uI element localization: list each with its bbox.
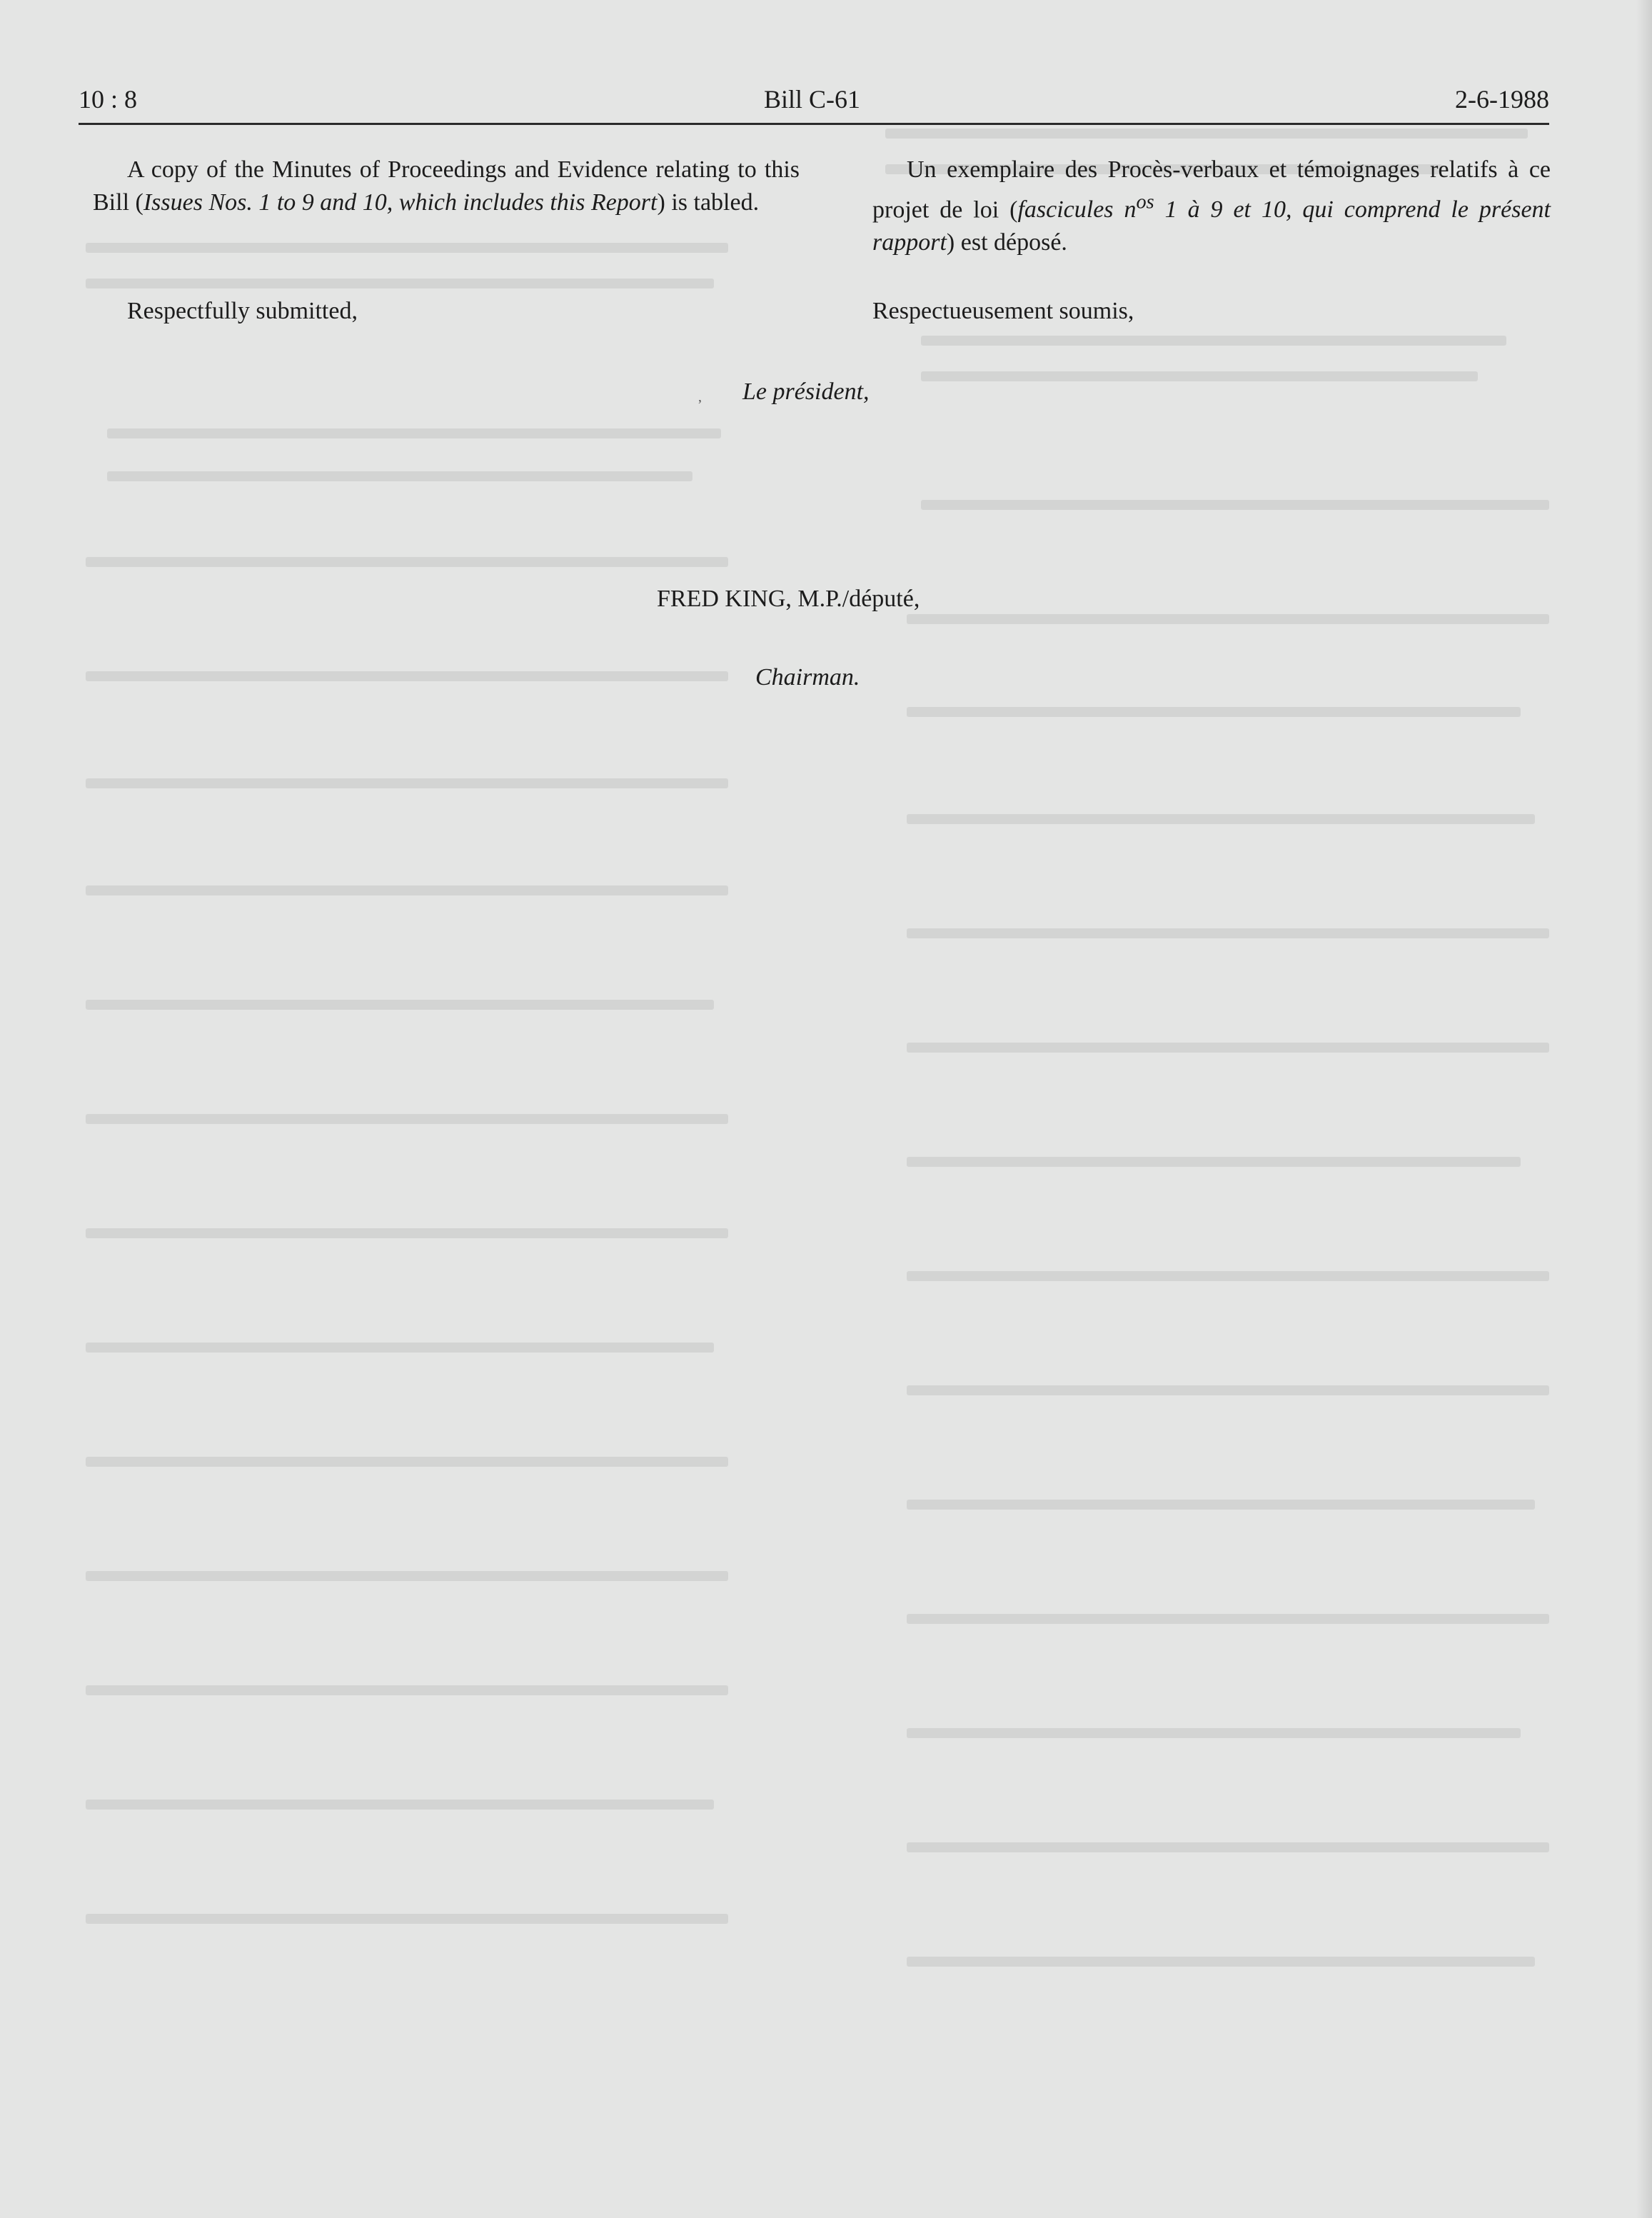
french-respectueusement-soumis: Respectueusement soumis, [872,298,1134,324]
header-date: 2-6-1988 [1455,85,1549,114]
signature-chairman-title: Chairman. [755,664,860,691]
french-issues-reference: fascicules $n^{os}$ 1 à 9 et 10, qui comprend le présent rapport [872,191,1551,256]
english-tabled-paragraph: A copy of the Minutes of Proceedings and Evidence relating to this Bill (Issues Nos. 1 to 9 and 10, which includes this Report) is tabled. [93,156,800,216]
stray-mark: , [698,389,702,405]
english-respectfully-submitted: Respectfully submitted, [127,298,358,324]
french-column [872,154,1551,324]
english-issues-reference: Issues Nos. 1 to 9 and 10, which includes this Report [143,189,658,216]
english-column [93,154,800,324]
page-header [79,84,1549,120]
page-edge [1636,0,1652,2218]
page-number: 10 : 8 [79,85,138,114]
header-rule [79,123,1549,125]
signature-name: FRED KING, M.P./député, [657,586,920,612]
bill-title: Bill C-61 [764,85,861,114]
signature-president-title: Le président, [742,378,870,405]
french-tabled-paragraph: Un exemplaire des Procès-verbaux et témoignages relatifs à ce projet de loi (fascicules $n^{os}$ 1 à 9 et 10, qui comprend le présent rapport) est déposé. [872,156,1551,256]
show-through-background [64,43,1549,2185]
